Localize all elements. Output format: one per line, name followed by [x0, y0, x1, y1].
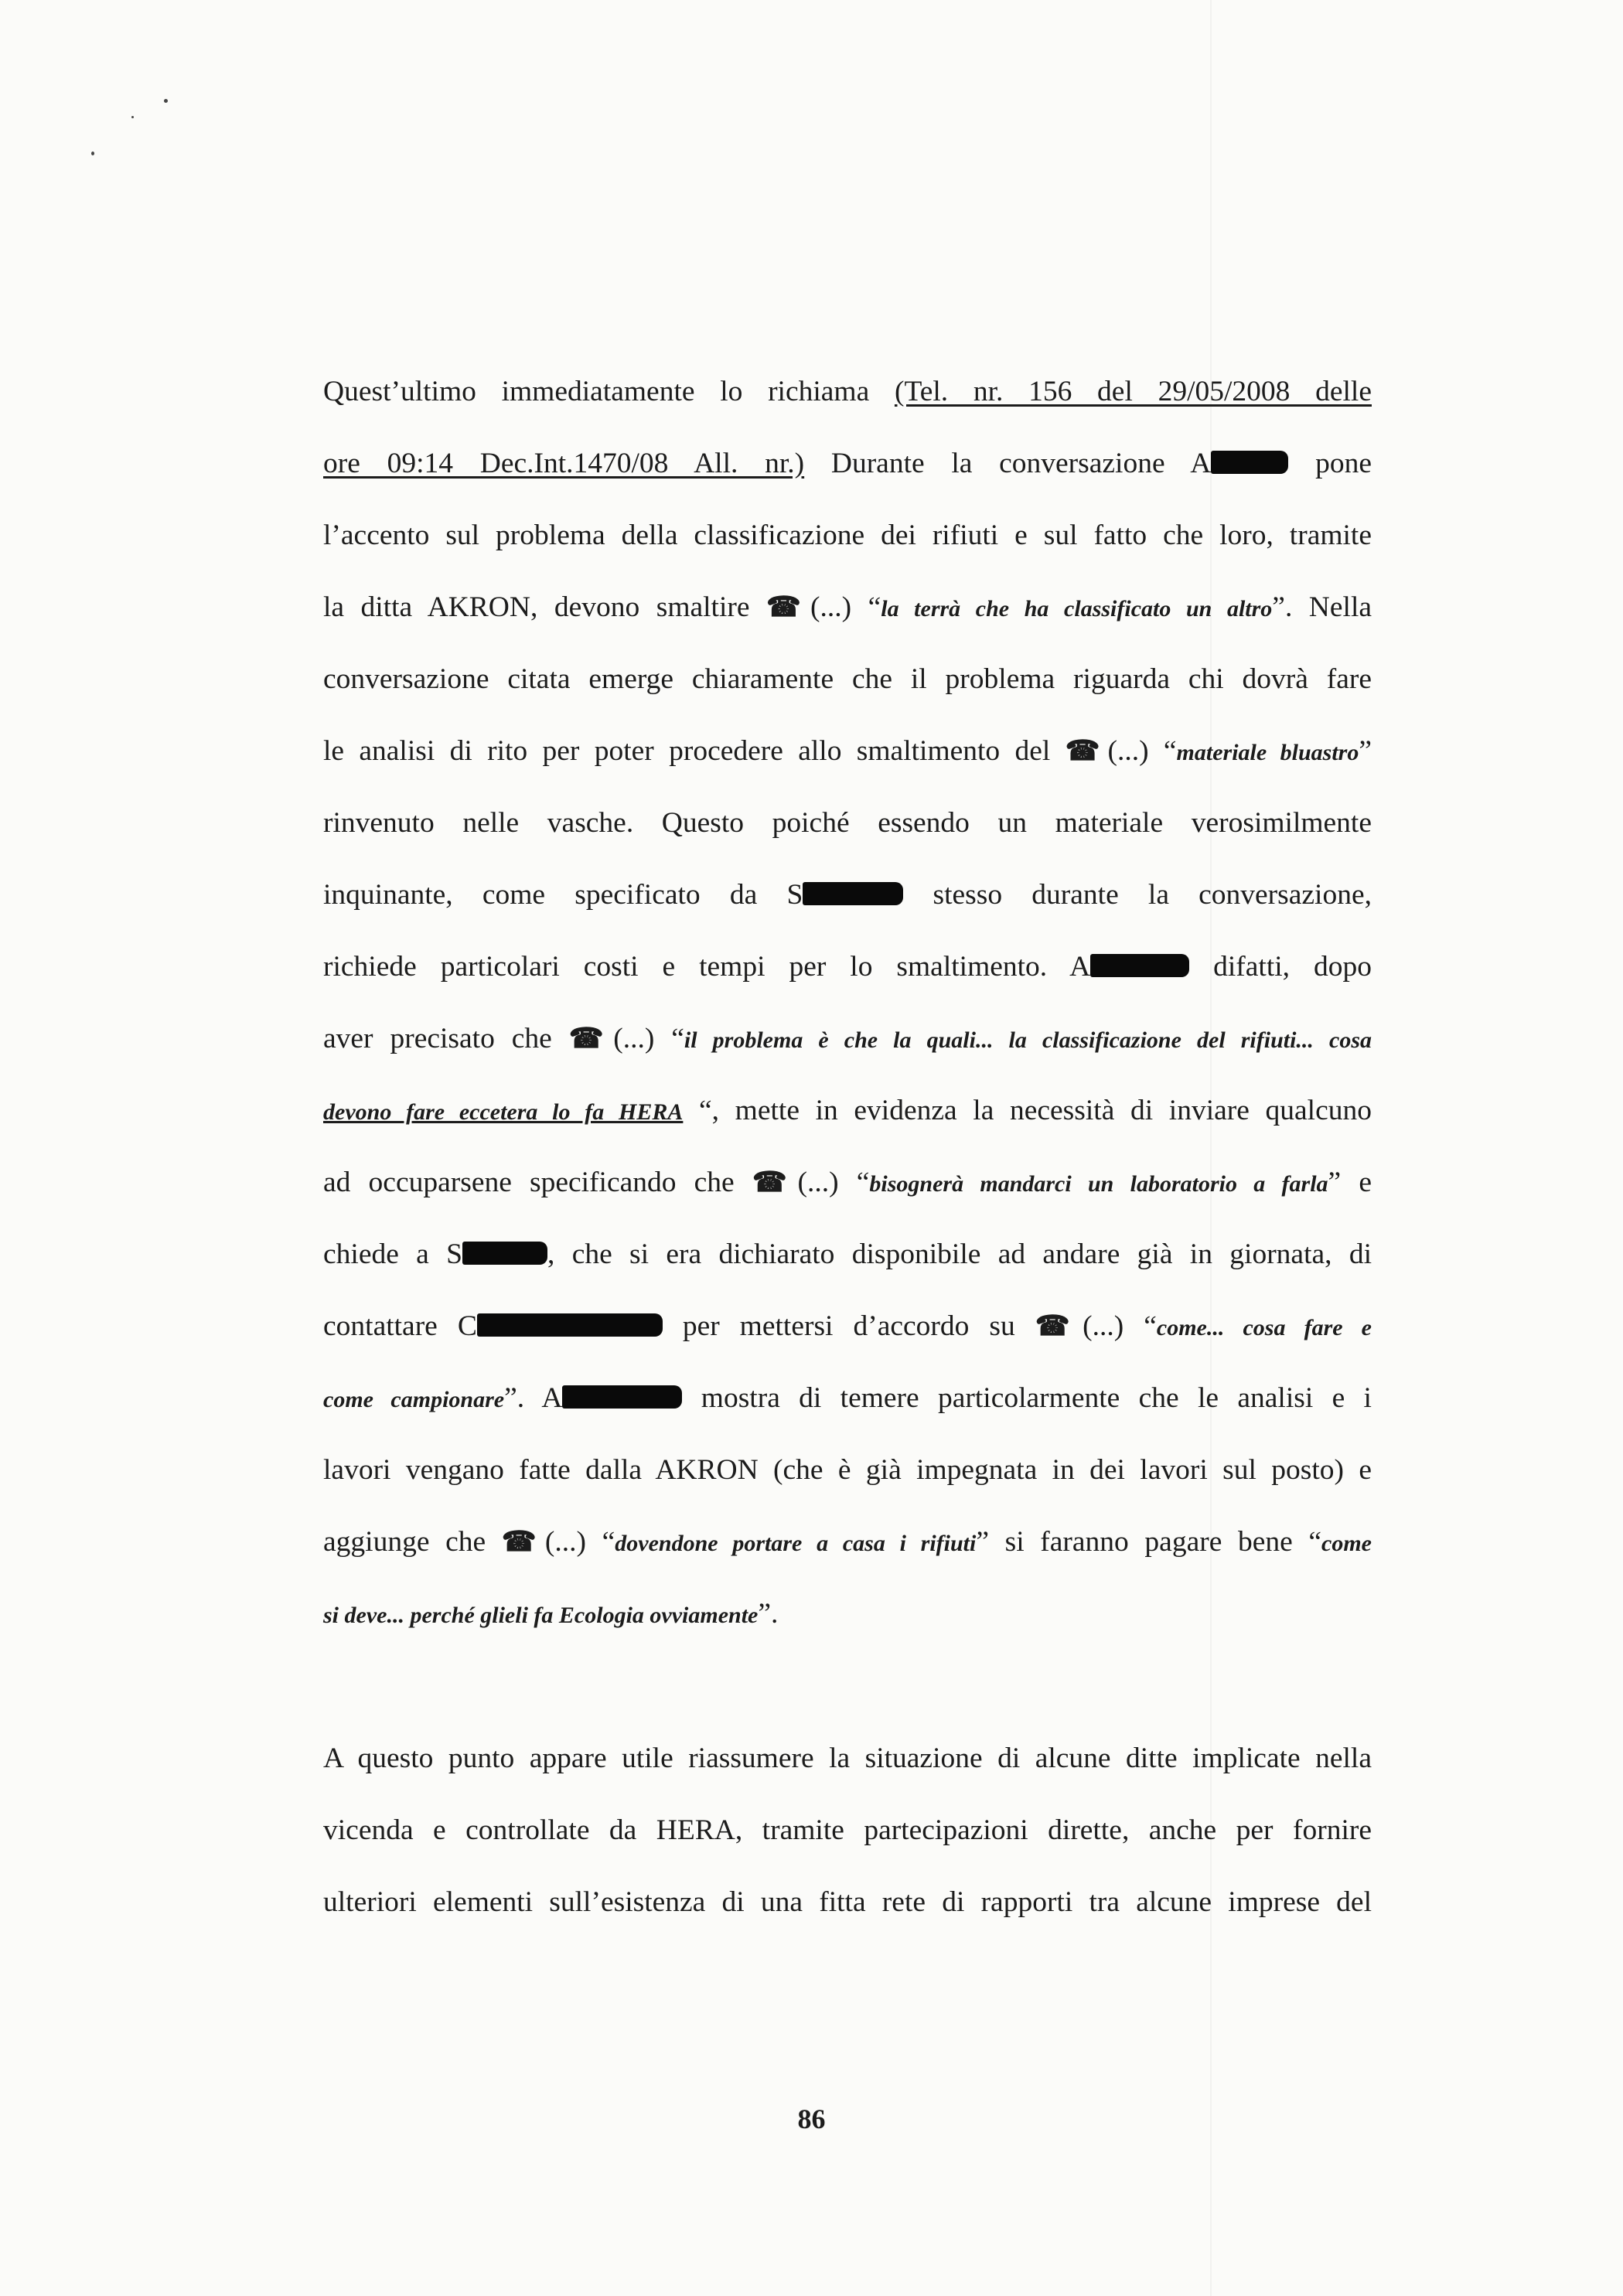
redacted-name-initial: S: [786, 879, 803, 911]
text-run: ” e: [1328, 1167, 1372, 1198]
text-run: ” si faranno pagare bene “: [976, 1526, 1322, 1558]
telephone-icon: ☎: [1065, 735, 1108, 766]
text-line: [323, 931, 1372, 1003]
document-reference: (Tel. nr. 156 del 29/05/2008 delle: [894, 376, 1372, 407]
text-line: [323, 1362, 1372, 1434]
text-line: [323, 715, 1372, 787]
text-line: [323, 571, 1372, 643]
intercept-quote: come campionare: [323, 1387, 505, 1412]
scan-speck: [91, 152, 94, 155]
text-run: (...) “: [1107, 735, 1177, 767]
text-line: [323, 1290, 1372, 1362]
scan-speck: [164, 99, 168, 103]
paragraph-summary: [323, 1722, 1372, 1938]
redaction-bar: [803, 882, 903, 905]
telephone-icon: ☎: [568, 1023, 614, 1054]
text-line: [323, 859, 1372, 931]
text-run: chiede a: [323, 1238, 447, 1270]
text-run: ”.: [758, 1598, 779, 1630]
text-run: , che si era dichiarato disponibile ad andare già in giornata, di: [547, 1238, 1372, 1270]
text-line: A questo punto appare utile riassumere la situazione di alcune ditte implicate nella: [323, 1742, 1372, 1774]
telephone-icon: ☎: [752, 1167, 798, 1197]
text-run: ”. Nella: [1272, 591, 1372, 623]
telephone-icon: ☎: [1035, 1310, 1083, 1341]
text-run: le analisi di rito per poter procedere allo smaltimento del: [323, 735, 1066, 767]
redaction-bar: [1211, 451, 1288, 474]
text-run: inquinante, come specificato da: [323, 879, 787, 911]
text-run: richiede particolari costi e tempi per lo smaltimento.: [323, 951, 1070, 983]
text-run: pone: [1288, 448, 1372, 479]
text-run: (...) “: [797, 1167, 870, 1198]
text-run: Quest’ultimo immediatamente lo richiama: [323, 376, 895, 407]
text-run: lavori vengano fatte dalla AKRON (che è già impegnata in dei lavori sul posto) e: [323, 1454, 1372, 1486]
text-line: [323, 1506, 1372, 1578]
telephone-icon: ☎: [766, 591, 810, 622]
text-run: (...) “: [613, 1023, 684, 1054]
text-run: mostra di temere particolarmente che le analisi e i: [682, 1382, 1372, 1414]
intercept-quote: bisognerà mandarci un laboratorio a farla: [869, 1171, 1328, 1197]
text-line: [323, 1146, 1372, 1218]
text-line: [323, 1218, 1372, 1290]
text-run: ”.: [504, 1382, 542, 1414]
text-line: ulteriori elementi sull’esistenza di una fitta rete di rapporti tra alcune imprese del: [323, 1886, 1372, 1918]
text-run: Durante la conversazione: [804, 448, 1191, 479]
text-line: [323, 787, 1372, 859]
text-line: [323, 1003, 1372, 1075]
redaction-bar: [562, 1385, 682, 1409]
intercept-quote: dovendone portare a casa i rifiuti: [615, 1531, 977, 1556]
intercept-quote: si deve... perché glieli fa Ecologia ovviamente: [323, 1603, 759, 1628]
text-run: contattare: [323, 1310, 458, 1342]
text-run: (...) “: [544, 1526, 615, 1558]
redaction-bar: [1090, 954, 1189, 977]
text-line: vicenda e controllate da HERA, tramite partecipazioni dirette, anche per fornire: [323, 1814, 1372, 1846]
text-line: [323, 1075, 1372, 1146]
text-run: (...) “: [810, 591, 881, 623]
scan-speck: [131, 116, 134, 118]
text-run: rinvenuto nelle vasche. Questo poiché essendo un materiale verosimilmente: [323, 807, 1372, 839]
redacted-name-initial: C: [457, 1310, 477, 1342]
text-run: l’accento sul problema della classificazione dei rifiuti e sul fatto che loro, tramite: [323, 519, 1372, 551]
text-line: [323, 428, 1372, 499]
text-run: per mettersi d’accordo su: [662, 1310, 1035, 1342]
telephone-icon: ☎: [501, 1526, 545, 1557]
redacted-name-initial: A: [1190, 448, 1212, 479]
text-line: [323, 643, 1372, 715]
text-run: aggiunge che: [323, 1526, 502, 1558]
text-run: ad occuparsene specificando che: [323, 1167, 752, 1198]
intercept-quote: devono fare eccetera lo fa HERA: [323, 1099, 684, 1125]
text-run: conversazione citata emerge chiaramente che il problema riguarda chi dovrà fare: [323, 663, 1372, 695]
text-line: [323, 356, 1372, 428]
redaction-bar: [477, 1313, 663, 1337]
redacted-name-initial: S: [446, 1238, 462, 1270]
text-run: stesso durante la conversazione,: [903, 879, 1372, 911]
redacted-name-initial: A: [541, 1382, 563, 1414]
text-run: aver precisato che: [323, 1023, 569, 1054]
intercept-quote: la terrà che ha classificato un altro: [881, 596, 1273, 622]
text-line: [323, 499, 1372, 571]
text-line: [323, 1434, 1372, 1506]
text-run: difatti, dopo: [1189, 951, 1372, 983]
text-run: la ditta AKRON, devono smaltire: [323, 591, 767, 623]
redacted-name-initial: A: [1069, 951, 1091, 983]
intercept-quote: il problema è che la quali... la classificazione del rifiuti... cosa: [684, 1027, 1372, 1053]
intercept-quote: come: [1321, 1531, 1372, 1556]
redaction-bar: [462, 1242, 547, 1265]
intercept-quote: materiale bluastro: [1176, 740, 1359, 765]
text-line: [323, 1578, 1372, 1650]
paragraph-main: [323, 356, 1372, 1650]
intercept-quote: come... cosa fare e: [1156, 1315, 1372, 1340]
text-run: ”: [1359, 735, 1372, 767]
document-reference: ore 09:14 Dec.Int.1470/08 All. nr.): [323, 448, 805, 479]
text-run: (...) “: [1083, 1310, 1157, 1342]
page-number: 86: [797, 2104, 826, 2134]
text-run: “, mette in evidenza la necessità di inviare qualcuno: [683, 1095, 1372, 1126]
